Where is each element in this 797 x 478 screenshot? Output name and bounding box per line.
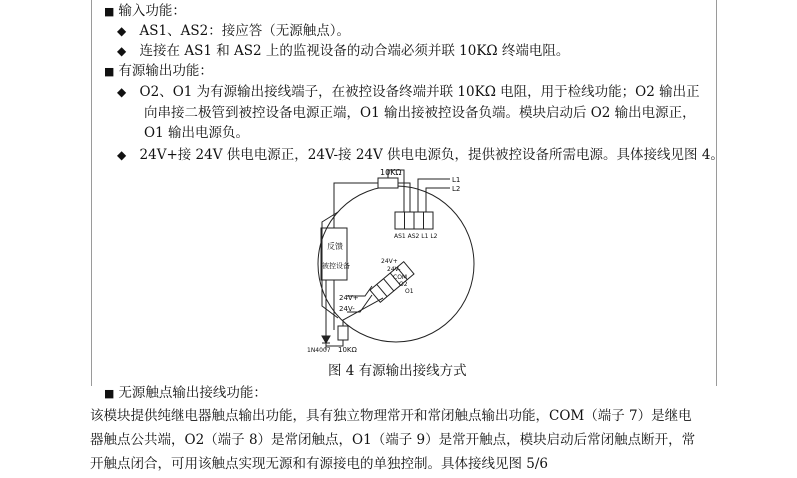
list-item: ◆ 24V+接 24V 供电电源正，24V-接 24V 供电电源负，提供被控设备所需电源。具体接线见图 4。 <box>117 147 724 163</box>
paragraph-line: 该模块提供纯继电器触点输出功能，具有独立物理常开和常闭触点输出功能，COM（端子 7）是继电 <box>90 408 692 424</box>
square-bullet-icon: ■ <box>104 5 115 18</box>
wire-24v-minus-label: 24V- <box>339 305 355 313</box>
controlled-device-box <box>321 228 347 280</box>
list-item: ◆ AS1、AS2：接应答（无源触点）。 <box>117 23 350 39</box>
list-item-continuation: O1 输出电源负。 <box>144 125 249 141</box>
terminal-o1-label: O1 <box>405 288 414 295</box>
diode-label: 1N4007 <box>307 347 331 354</box>
square-bullet-icon: ■ <box>104 387 115 400</box>
diode-1n4007 <box>322 336 330 343</box>
square-bullet-icon: ■ <box>104 65 115 78</box>
list-item: ◆ O2、O1 为有源输出接线端子，在被控设备终端并联 10KΩ 电阻，用于检线功能；O2 输出正 <box>117 84 700 100</box>
list-item-continuation: 向串接二极管到被控设备电源正端，O1 输出接被控设备负端。模块启动后 O2 输出电源正， <box>144 105 696 121</box>
diamond-bullet-icon: ◆ <box>117 148 127 162</box>
feedback-label: 反馈 <box>327 242 343 251</box>
resistor-10k-bottom <box>338 326 348 340</box>
paragraph-line: 开触点闭合，可用该触点实现无源和有源接电的单独控制。具体接线见图 5/6 <box>90 456 549 472</box>
passive-output-section-heading: ■ 无源触点输出接线功能： <box>104 385 267 401</box>
terminal-24v-plus-label: 24V+ <box>381 258 398 265</box>
controlled-device-label: 被控设备 <box>322 262 350 270</box>
figure-caption: 图 4 有源输出接线方式 <box>328 363 467 379</box>
l2-label: L2 <box>452 185 461 193</box>
terminal-com-label: COM <box>393 274 408 281</box>
paragraph-line: 器触点公共端，O2（端子 8）是常闭触点，O1（端子 9）是常开触点，模块启动后常闭触点断开，常 <box>90 432 696 448</box>
wire-l2 <box>426 188 450 212</box>
resistor-label-bottom: 10KΩ <box>338 346 357 354</box>
diamond-bullet-icon: ◆ <box>117 44 127 58</box>
diamond-bullet-icon: ◆ <box>117 24 127 38</box>
resistor-label-top: 10KΩ <box>380 168 402 177</box>
terminal-24v-minus-label: 24V- <box>387 266 401 273</box>
diamond-bullet-icon: ◆ <box>117 85 127 99</box>
terminal-o2-label: O2 <box>399 281 408 288</box>
input-section-heading: ■ 输入功能： <box>104 3 186 19</box>
power-output-section-heading: ■ 有源输出功能： <box>104 63 213 79</box>
list-item: ◆ 连接在 AS1 和 AS2 上的监视设备的动合端必须并联 10KΩ 终端电阻。 <box>117 43 570 59</box>
l1-label: L1 <box>452 176 461 184</box>
resistor-10k-top <box>378 178 398 188</box>
top-terminal-labels: AS1 AS2 L1 L2 <box>394 233 438 240</box>
wire-24v-plus-label: 24V+ <box>339 294 359 302</box>
